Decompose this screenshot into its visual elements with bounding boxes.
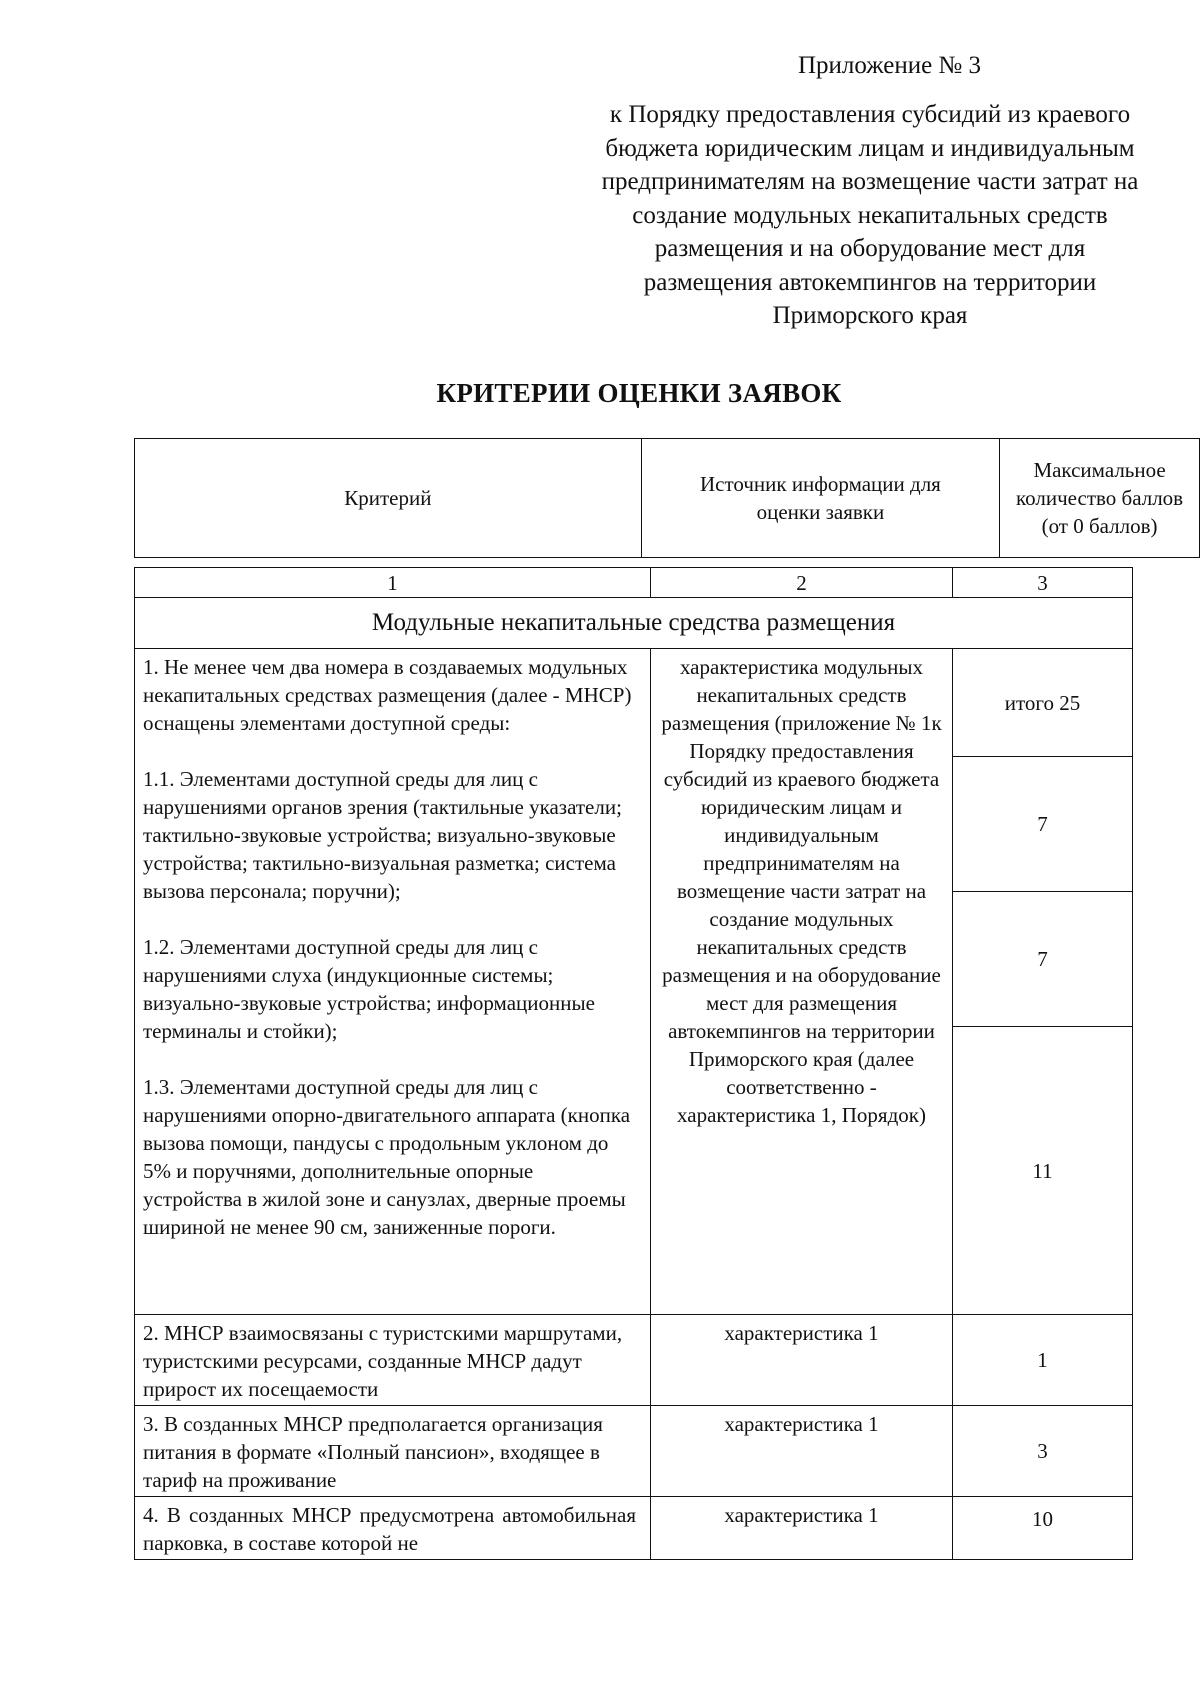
page-title: КРИТЕРИИ ОЦЕНКИ ЗАЯВОК [436,378,842,408]
criterion-cell: 4. В созданных МНСР предусмотрена автомобильная парковка, в составе которой не [135,1497,651,1560]
criterion-text: 1.3. Элементами доступной среды для лиц с нарушениями опорно-двигательного аппарата (кнопка вызова помощи, пандусы с продольным уклоном до 5% и поручнями, дополнительные опорные устройства в жилой зоне и санузлах, дверные проемы шириной не менее 90 см, заниженные пороги. [143,1075,631,1239]
table-row [135,649,1133,757]
column-number: 2 [651,568,953,598]
column-number-row [135,568,1133,598]
points-cell: итого 25 [953,649,1133,757]
source-cell: характеристика 1 [651,1497,953,1560]
table-row [135,1406,1133,1497]
criterion-text: 1.2. Элементами доступной среды для лиц с нарушениями слуха (индукционные системы; визуально-звуковые устройства; информационные терминалы и стойки); [143,935,595,1043]
column-number: 1 [135,568,651,598]
criterion-cell: 3. В созданных МНСР предполагается организация питания в формате «Полный пансион», входящее в тариф на проживание [135,1406,651,1497]
source-cell: характеристика 1 [651,1315,953,1406]
header-table [134,438,1200,558]
table-row [135,1497,1133,1560]
criteria-table [134,567,1133,1560]
header-source: Источник информации для оценки заявки [641,439,999,558]
source-cell: характеристика модульных некапитальных средств размещения (приложение № 1к Порядку предоставления субсидий из краевого бюджета юридическим лицам и индивидуальным предпринимателям на возмещение части затрат на создание модульных некапитальных средств размещения и на оборудование мест для размещения автокемпингов на территории Приморского края (далее соответственно - характеристика 1, Порядок) [651,649,953,1315]
criterion-cell: 2. МНСР взаимосвязаны с туристскими маршрутами, туристскими ресурсами, созданные МНСР дадут прирост их посещаемости [135,1315,651,1406]
header-criterion: Критерий [135,439,642,558]
annex-number: Приложение № 3 [798,52,982,79]
points-cell: 7 [953,892,1133,1027]
criterion-cell [135,649,651,1315]
points-cell: 3 [953,1406,1133,1497]
criterion-text: 1.1. Элементами доступной среды для лиц с нарушениями органов зрения (тактильные указатели; тактильно-звуковые устройства; визуально-звуковые устройства; тактильно-визуальная разметка; система вызова персонала; поручни); [143,767,622,903]
points-cell: 11 [953,1027,1133,1315]
column-number: 3 [953,568,1133,598]
points-cell: 7 [953,757,1133,892]
header-max-points: Максимальное количество баллов (от 0 баллов) [1000,439,1200,558]
points-cell: 1 [953,1315,1133,1406]
table-row [135,1315,1133,1406]
criterion-text: 1. Не менее чем два номера в создаваемых модульных некапитальных средствах размещения (далее - МНСР) оснащены элементами доступной среды: [143,655,632,735]
section-row [135,598,1133,649]
annex-reference: к Порядку предоставления субсидий из краевого бюджета юридическим лицам и индивидуальным предпринимателям на возмещение части затрат на создание модульных некапитальных средств размещения и на оборудование мест для размещения автокемпингов на территории Приморского края [601,101,1139,329]
section-title: Модульные некапитальные средства размещения [135,598,1133,649]
source-cell: характеристика 1 [651,1406,953,1497]
points-cell: 10 [953,1497,1133,1560]
